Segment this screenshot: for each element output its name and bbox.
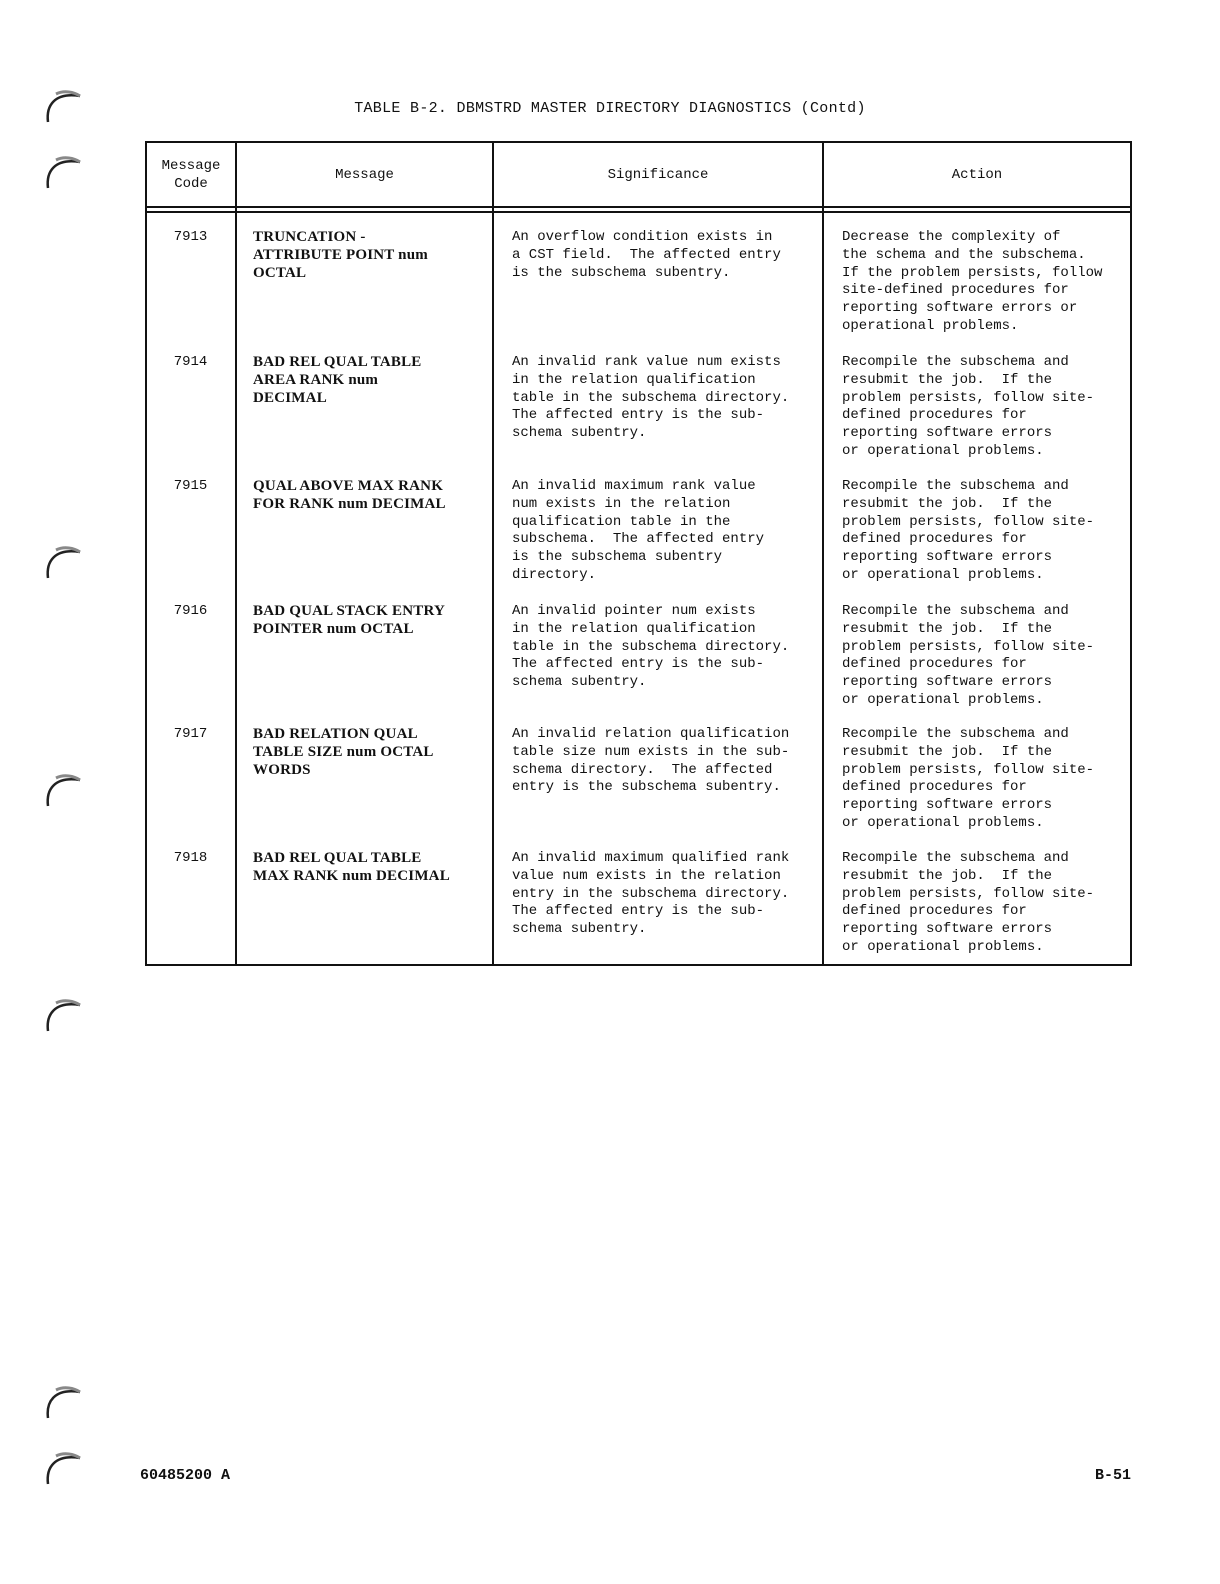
table-title: TABLE B-2. DBMSTRD MASTER DIRECTORY DIAGNOSTICS (Contd) bbox=[354, 100, 866, 117]
row-message: QUAL ABOVE MAX RANK FOR RANK num DECIMAL bbox=[253, 478, 446, 512]
row-action: Decrease the complexity of the schema and the subschema. If the problem persists, follow site-defined procedures for reporting software errors or operational problems. bbox=[842, 229, 1103, 334]
column-divider bbox=[235, 143, 237, 964]
row-significance: An invalid pointer num exists in the relation qualification table in the subschema directory. The affected entry is the sub- schema subentry. bbox=[512, 603, 790, 691]
row-code: 7916 bbox=[173, 603, 208, 619]
row-significance: An invalid maximum qualified rank value num exists in the relation entry in the subschema directory. The affected entry is the sub- schema subentry. bbox=[512, 850, 790, 938]
header-rule bbox=[147, 211, 1130, 213]
punch-hole-icon bbox=[44, 542, 82, 580]
row-significance: An invalid maximum rank value num exists in the relation qualification table in the subschema. The affected entry is the subschema subentry directory. bbox=[512, 478, 765, 583]
punch-hole-icon bbox=[44, 770, 82, 808]
row-code: 7915 bbox=[173, 478, 208, 494]
row-code: 7913 bbox=[173, 229, 208, 245]
column-divider bbox=[492, 143, 494, 964]
row-action: Recompile the subschema and resubmit the job. If the problem persists, follow site- defined procedures for reporting software errors or operational problems. bbox=[842, 726, 1095, 831]
row-significance: An invalid rank value num exists in the relation qualification table in the subschema directory. The affected entry is the sub- schema subentry. bbox=[512, 354, 790, 442]
punch-hole-icon bbox=[44, 1382, 82, 1420]
row-significance: An invalid relation qualification table size num exists in the sub- schema directory. The affected entry is the subschema subentry. bbox=[512, 726, 790, 796]
header-significance: Significance bbox=[607, 166, 709, 183]
row-action: Recompile the subschema and resubmit the job. If the problem persists, follow site- defined procedures for reporting software errors or operational problems. bbox=[842, 603, 1095, 708]
row-action: Recompile the subschema and resubmit the job. If the problem persists, follow site- defined procedures for reporting software errors or operational problems. bbox=[842, 478, 1095, 583]
header-message: Message bbox=[335, 166, 394, 183]
row-code: 7914 bbox=[173, 354, 208, 370]
diagnostics-table bbox=[145, 141, 1132, 966]
row-message: TRUNCATION - ATTRIBUTE POINT num OCTAL bbox=[253, 229, 428, 281]
page-number: B-51 bbox=[1095, 1467, 1132, 1484]
row-action: Recompile the subschema and resubmit the job. If the problem persists, follow site- defined procedures for reporting software errors or operational problems. bbox=[842, 850, 1095, 955]
punch-hole-icon bbox=[44, 1448, 82, 1486]
punch-hole-icon bbox=[44, 152, 82, 190]
row-message: BAD REL QUAL TABLE AREA RANK num DECIMAL bbox=[253, 354, 422, 406]
row-message: BAD RELATION QUAL TABLE SIZE num OCTAL WORDS bbox=[253, 726, 434, 778]
row-code: 7918 bbox=[173, 850, 208, 866]
row-message: BAD QUAL STACK ENTRY POINTER num OCTAL bbox=[253, 603, 445, 637]
header-action: Action bbox=[951, 166, 1003, 183]
punch-hole-icon bbox=[44, 995, 82, 1033]
header-message-code: Message Code bbox=[161, 157, 221, 192]
row-code: 7917 bbox=[173, 726, 208, 742]
row-action: Recompile the subschema and resubmit the job. If the problem persists, follow site- defined procedures for reporting software errors or operational problems. bbox=[842, 354, 1095, 459]
header-rule bbox=[147, 206, 1130, 208]
column-divider bbox=[822, 143, 824, 964]
row-significance: An overflow condition exists in a CST field. The affected entry is the subschema subentry. bbox=[512, 229, 781, 281]
document-number: 60485200 A bbox=[140, 1467, 231, 1484]
row-message: BAD REL QUAL TABLE MAX RANK num DECIMAL bbox=[253, 850, 450, 884]
